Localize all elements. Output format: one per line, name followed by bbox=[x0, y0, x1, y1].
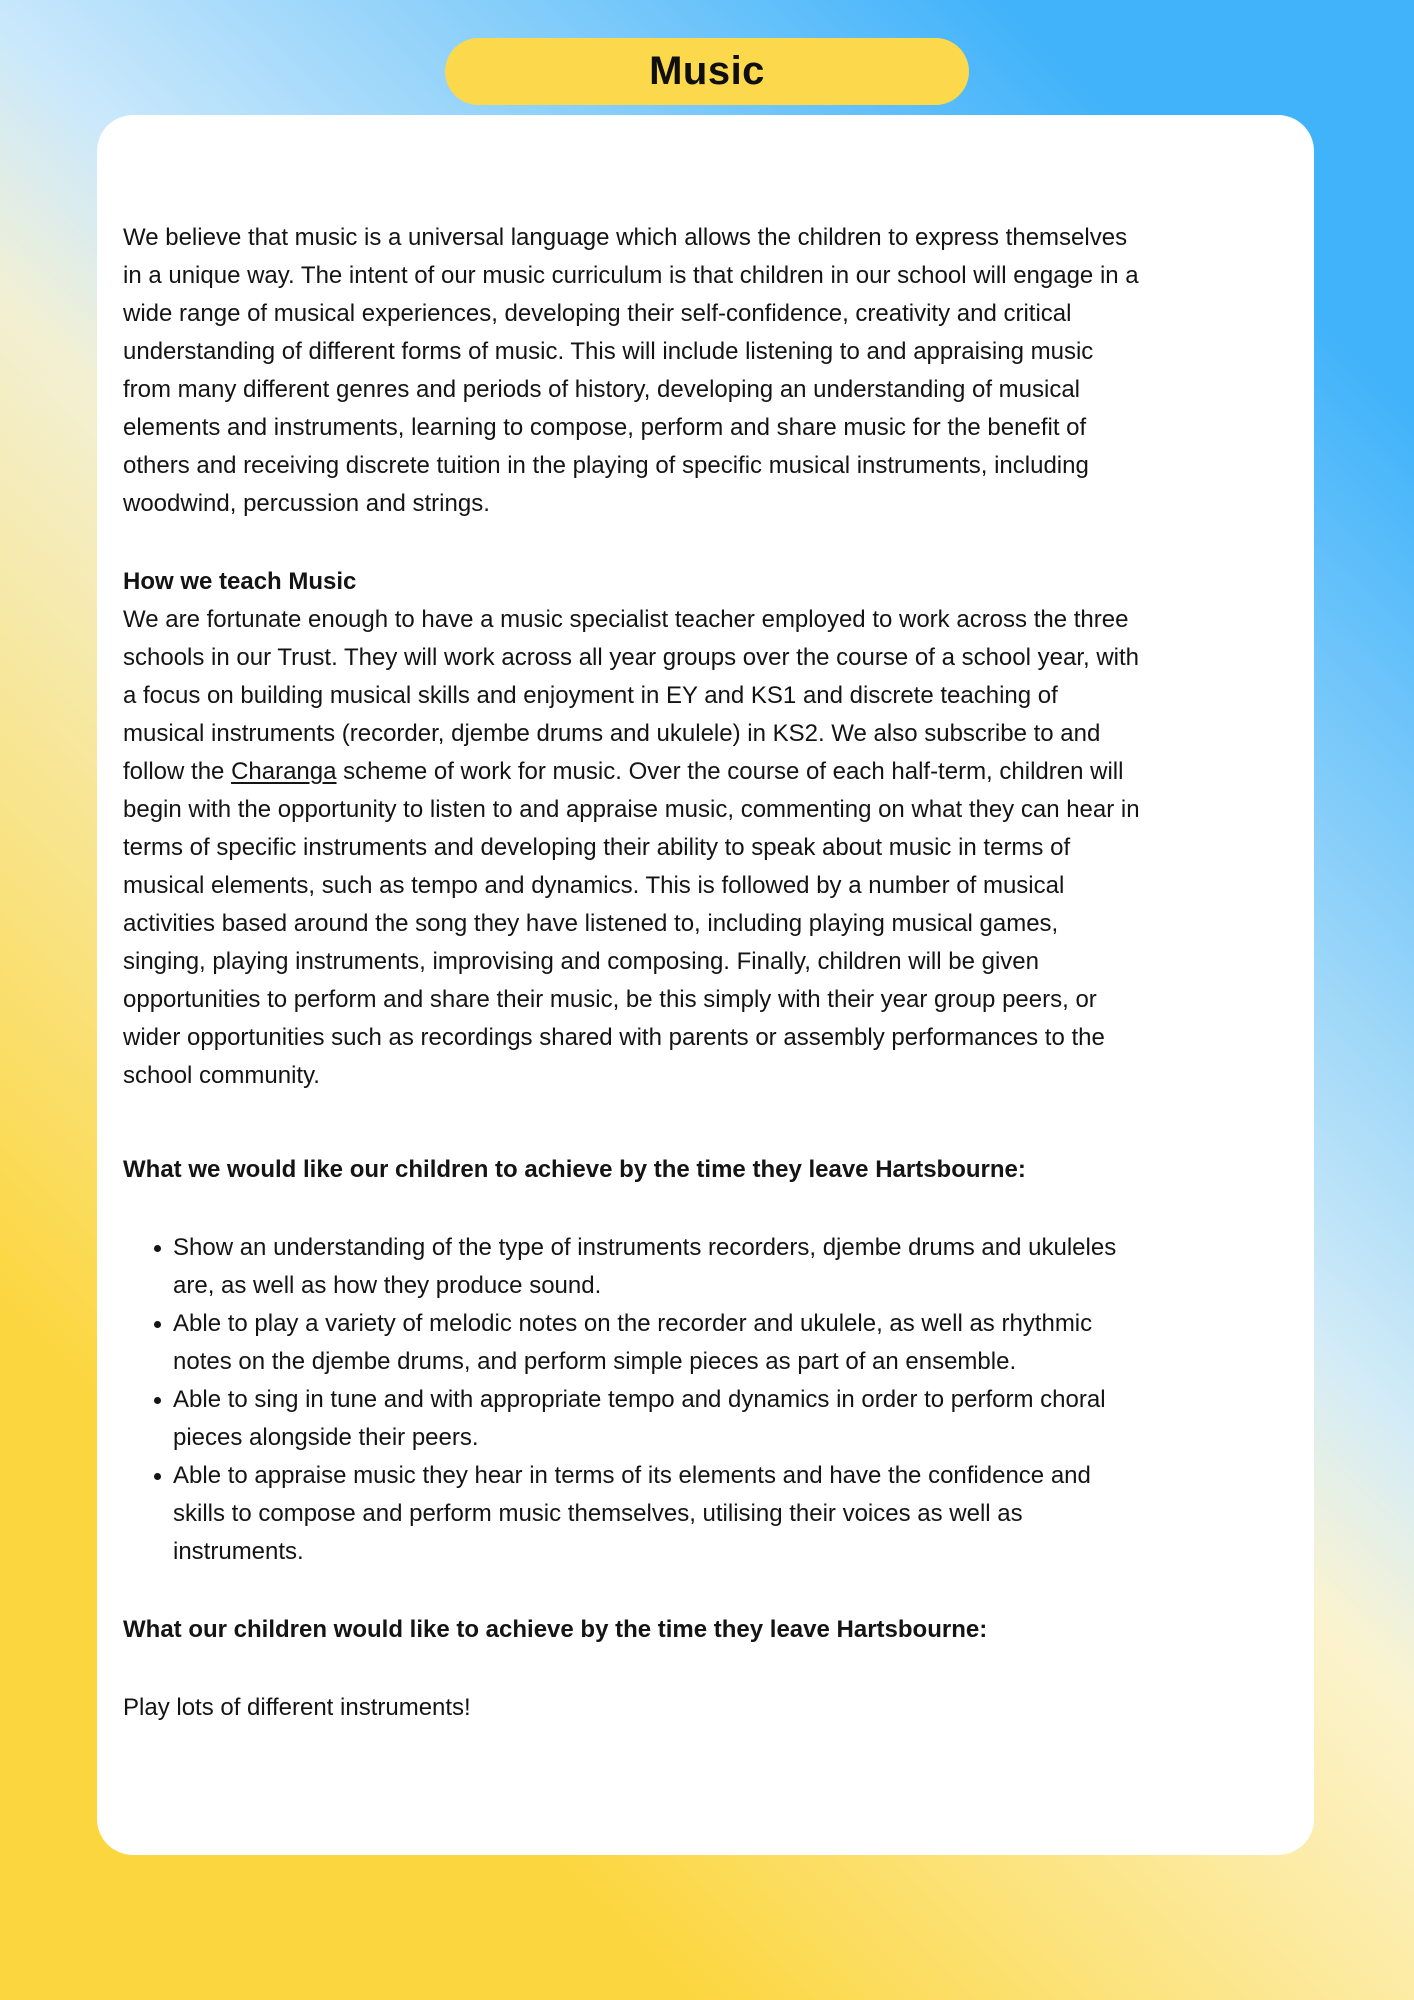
content-card bbox=[97, 115, 1314, 1855]
charanga-link[interactable]: Charanga bbox=[231, 758, 337, 785]
achieve-heading: What we would like our children to achieve by the time they leave Hartsbourne: bbox=[123, 1156, 1026, 1183]
how-we-teach-heading: How we teach Music bbox=[123, 568, 357, 595]
list-item: Able to appraise music they hear in terms of its elements and have the confidence and skills to compose and perform music themselves, utilising their voices as well as instruments. bbox=[149, 1457, 1143, 1571]
list-item: Able to play a variety of melodic notes on the recorder and ukulele, as well as rhythmic notes on the djembe drums, and perform simple pieces as part of an ensemble. bbox=[149, 1305, 1143, 1381]
card-content bbox=[123, 219, 1143, 1727]
intro-paragraph: We believe that music is a universal language which allows the children to express themselves in a unique way. The intent of our music curriculum is that children in our school will engage in a wide range of musical experiences, developing their self-confidence, creativity and critical understanding of different forms of music. This will include listening to and appraising music from many different genres and periods of history, developing an understanding of musical elements and instruments, learning to compose, perform and share music for the benefit of others and receiving discrete tuition in the playing of specific musical instruments, including woodwind, percussion and strings. bbox=[123, 224, 1139, 517]
list-item: Show an understanding of the type of instruments recorders, djembe drums and ukuleles are, as well as how they produce sound. bbox=[149, 1229, 1143, 1305]
page-title-pill bbox=[445, 38, 969, 105]
how-we-teach-text-after-link: scheme of work for music. Over the course of each half-term, children will begin with the opportunity to listen to and appraise music, commenting on what they can hear in terms of specific instruments and developing their ability to speak about music in terms of musical elements, such as tempo and dynamics. This is followed by a number of musical activities based around the song they have listened to, including playing musical games, singing, playing instruments, improvising and composing. Finally, children will be given opportunities to perform and share their music, be this simply with their year group peers, or wider opportunities such as recordings shared with parents or assembly performances to the school community. bbox=[123, 758, 1140, 1089]
how-we-teach-text-before-link: We are fortunate enough to have a music specialist teacher employed to work across the three schools in our Trust. They will work across all year groups over the course of a school year, with a focus on building musical skills and enjoyment in EY and KS1 and discrete teaching of musical instruments (recorder, djembe drums and ukulele) in KS2. We also subscribe to and follow the bbox=[123, 606, 1140, 785]
children-achieve-heading: What our children would like to achieve by the time they leave Hartsbourne: bbox=[123, 1616, 988, 1643]
how-we-teach-paragraph bbox=[123, 601, 1143, 1095]
children-achieve-paragraph: Play lots of different instruments! bbox=[123, 1694, 471, 1721]
achieve-list bbox=[123, 1229, 1143, 1571]
list-item: Able to sing in tune and with appropriate tempo and dynamics in order to perform choral pieces alongside their peers. bbox=[149, 1381, 1143, 1457]
page-title: Music bbox=[649, 49, 765, 93]
